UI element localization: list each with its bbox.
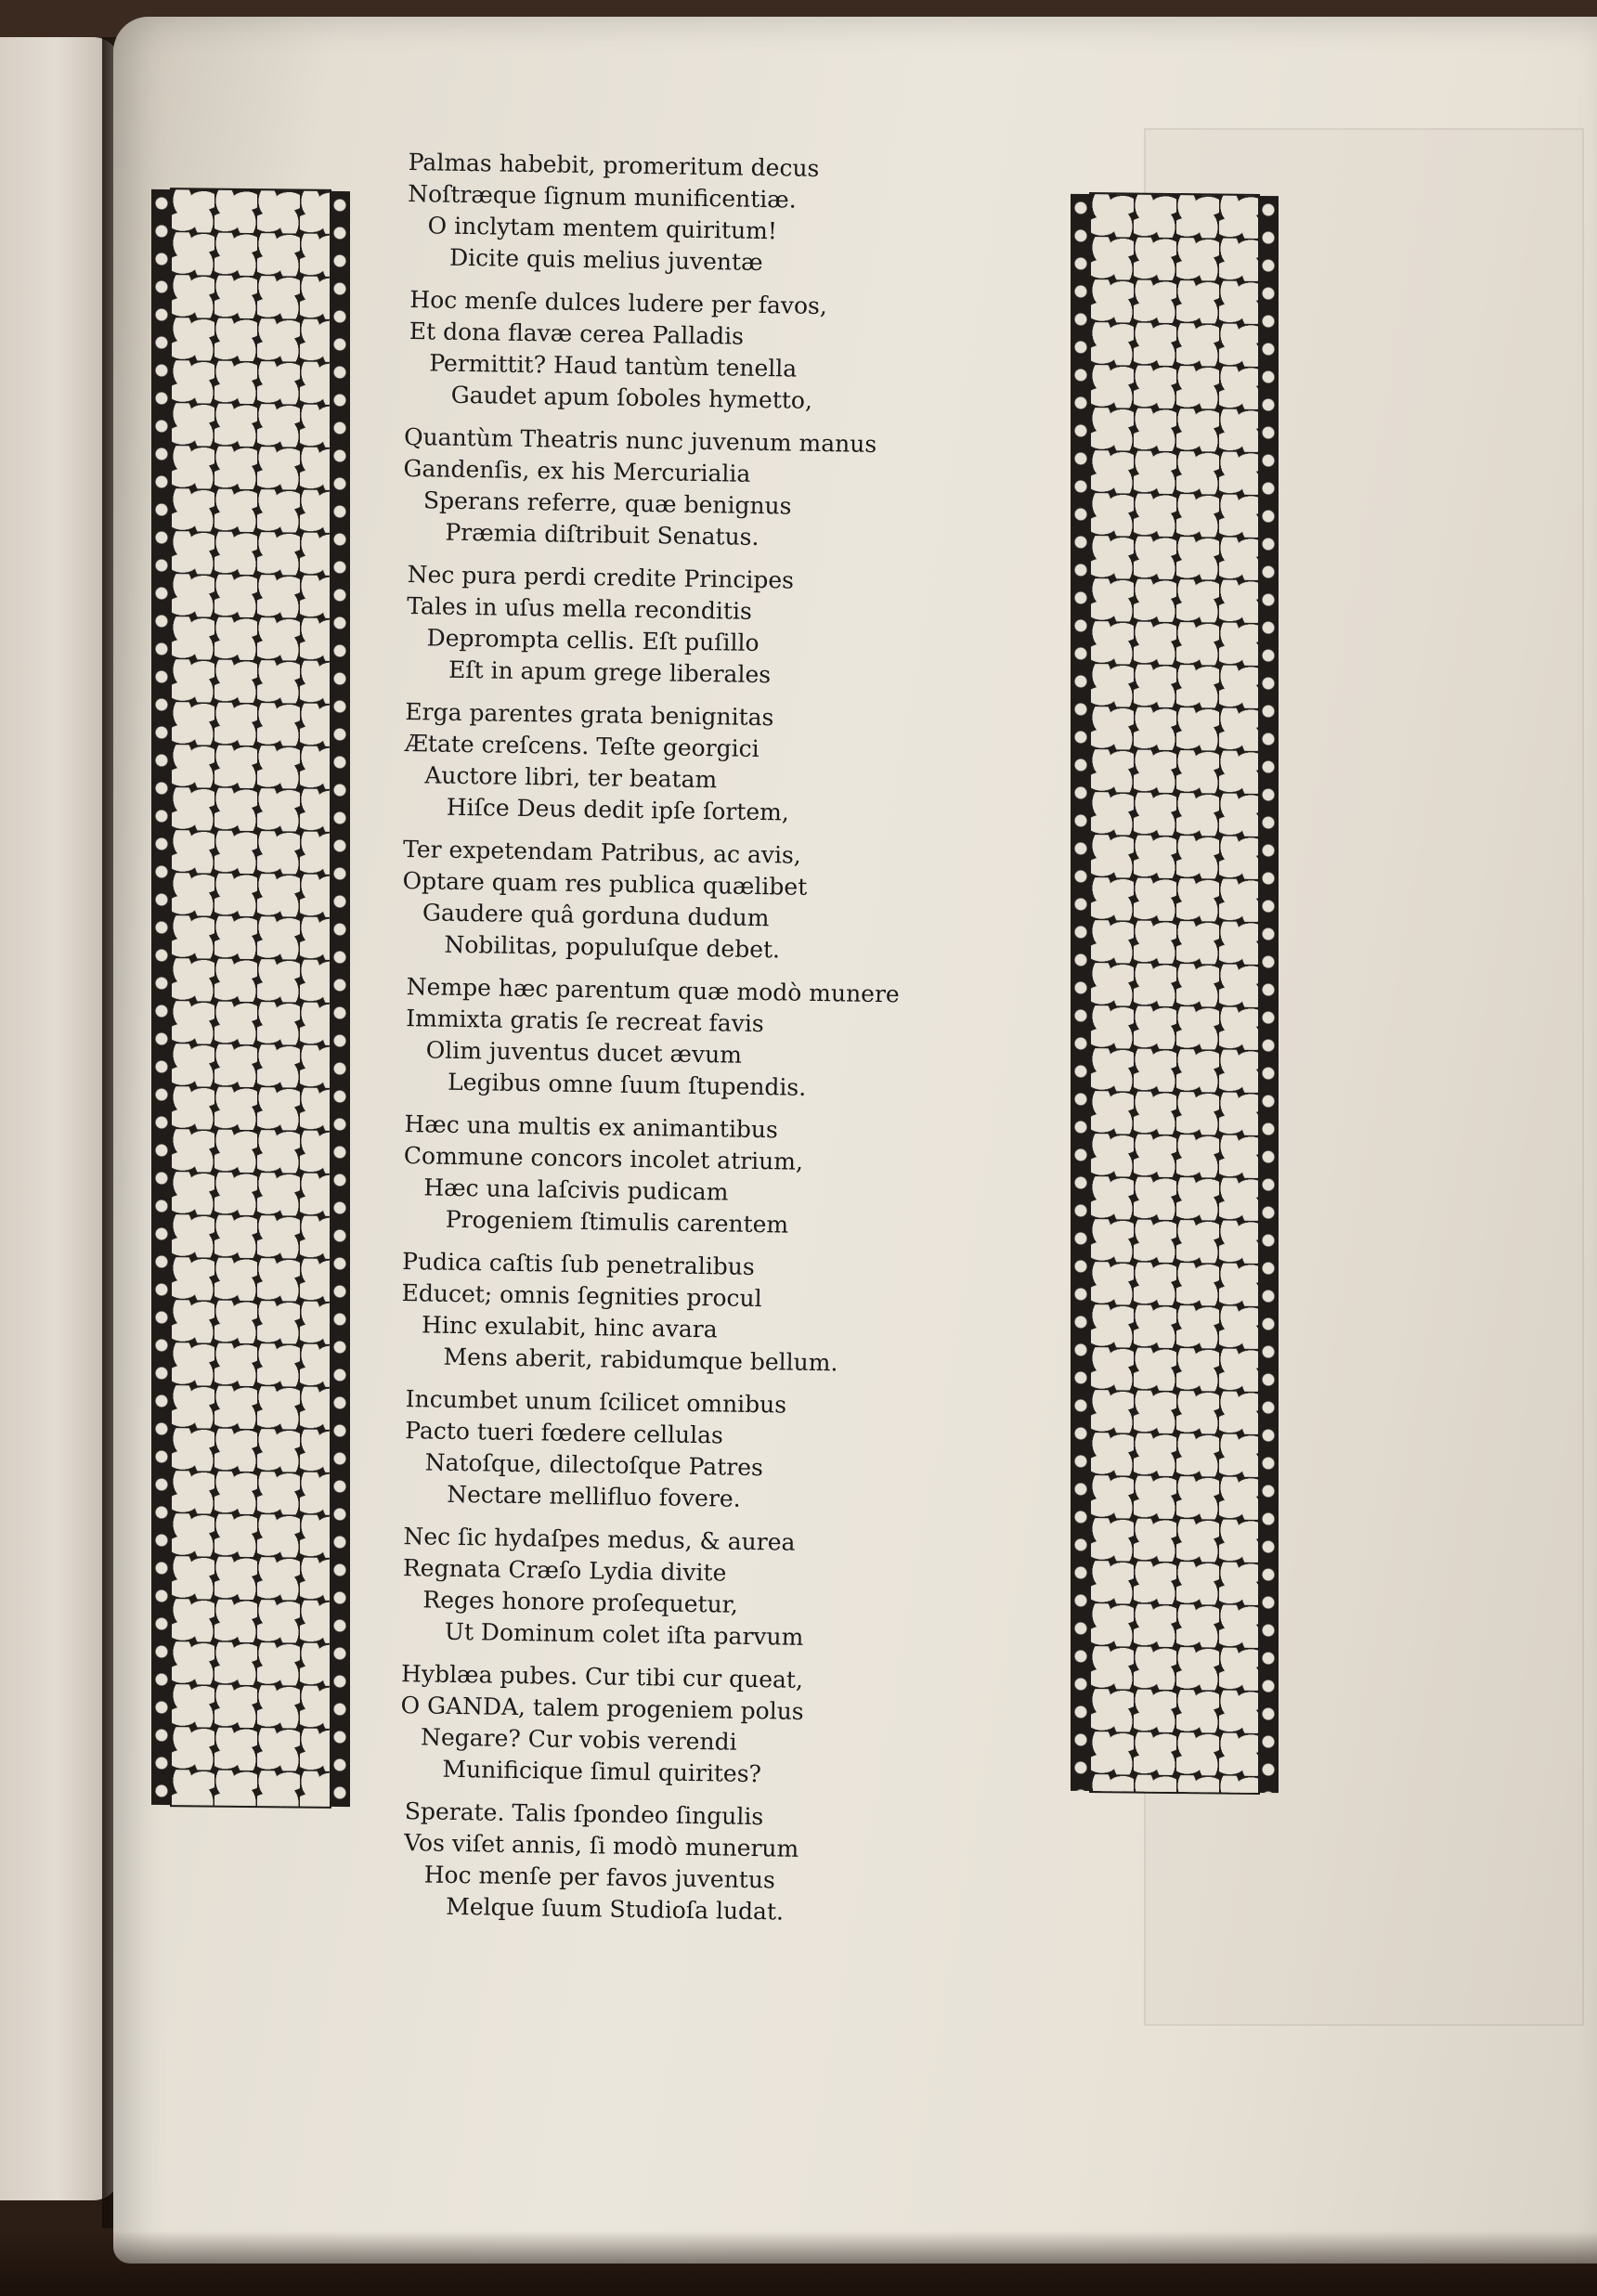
poem-line: Dicite quis melius juventæ	[448, 243, 763, 277]
poem-line: Incumbet unum ſcilicet omnibus	[405, 1385, 787, 1419]
poem-line: Legibus omne ſuum ſtupendis.	[447, 1068, 807, 1101]
stanza	[383, 1658, 1053, 1795]
poem-line: Gandenſis, ex his Mercurialia	[403, 454, 751, 487]
stanza	[385, 1521, 1056, 1657]
poem-line: Hoc menſe dulces ludere per favos,	[409, 286, 828, 320]
stanza	[389, 1246, 1059, 1382]
poem-line: Reges honore proſequetur,	[422, 1586, 739, 1618]
stanza	[381, 1796, 1051, 1932]
poem-line: Gaudere quâ gorduna dudum	[422, 899, 770, 932]
poem-line: Educet; omnis ſegnities procul	[401, 1279, 762, 1313]
poem-line: Sperans referre, quæ benignus	[422, 486, 792, 520]
poem-line: Hiſce Deus dedit ipſe ſortem,	[446, 793, 790, 826]
poem-line: Hyblæa pubes. Cur tibi cur queat,	[400, 1660, 804, 1693]
poem-line: Vos viſet annis, ſi modò munerum	[404, 1829, 799, 1862]
poem-line: Olim juventus ducet ævum	[425, 1036, 743, 1069]
poem-line: Palmas habebit, promeritum decus	[408, 148, 820, 182]
poem-line: Immixta gratis ſe recreat favis	[406, 1005, 764, 1038]
poem-line: Optare quam res publica quælibet	[402, 866, 808, 901]
poem-line: Nempe hæc parentum quæ modò munere	[406, 973, 900, 1008]
poem-line: Melque ſuum Studioſa ludat.	[446, 1892, 785, 1926]
poem-line: Permittit? Haud tantùm tenella	[429, 349, 798, 383]
poem-line: Deprompta cellis. Eſt puſillo	[426, 624, 760, 656]
poem-line: Ter expetendam Patribus, ac avis,	[402, 836, 801, 869]
poem-line: Quantùm Theatris nunc juvenum manus	[403, 422, 877, 458]
poem-line: Tales in uſus mella reconditis	[407, 592, 753, 625]
poem-line: Et dona flavæ cerea Palladis	[409, 318, 745, 350]
poem-line: Commune concors incolet atrium,	[403, 1142, 804, 1175]
poem-line: Hinc exulabit, hinc avara	[421, 1311, 718, 1343]
poem-line: Gaudet apum ſoboles hymetto,	[450, 381, 813, 414]
poem-line: Progeniem ſtimulis carentem	[445, 1205, 789, 1239]
stanza	[392, 1109, 1062, 1245]
poem-line: Nec pura perdi credite Principes	[407, 561, 795, 594]
binding-shadow	[0, 2231, 1597, 2296]
stanza	[396, 834, 1066, 970]
poem-line: Mens aberit, rabidumque bellum.	[443, 1343, 838, 1377]
poem-line: Hæc una multis ex animantibus	[404, 1110, 779, 1144]
poem-line: Regnata Cræſo Lydia divite	[402, 1554, 727, 1587]
poem-line: Eſt in apum grege liberales	[448, 655, 772, 689]
poem-line: Sperate. Talis ſpondeo ſingulis	[404, 1797, 764, 1831]
poem-line: O inclytam mentem quiritum!	[427, 212, 778, 245]
poem-line: Hæc una laſcivis pudicam	[423, 1174, 729, 1206]
stanza	[400, 559, 1071, 695]
poem-line: Hoc menſe per favos juventus	[423, 1861, 776, 1894]
poem-line: Negare? Cur vobis verendi	[420, 1723, 737, 1756]
poem-line: Munificique ſimul quirites?	[442, 1755, 762, 1788]
stanza	[394, 971, 1064, 1108]
poem-line: Nec ſic hydaſpes medus, & aurea	[403, 1523, 796, 1556]
poem-line: Natoſque, dilectoſque Patres	[424, 1448, 764, 1482]
poem-line: Pudica caſtis ſub penetralibus	[401, 1248, 755, 1281]
poem-line: Ætate creſcens. Teſte georgici	[404, 730, 760, 763]
right-ornamental-border	[1091, 194, 1258, 1793]
poem-line: Auctore libri, ter beatam	[424, 761, 718, 794]
stanza	[409, 284, 1075, 421]
stanza	[387, 1383, 1058, 1520]
poem-line: O GANDA, talem progeniem polus	[400, 1692, 804, 1725]
poem-line: Pacto tueri fœdere cellulas	[405, 1417, 724, 1449]
stanza	[402, 422, 1072, 558]
stanza	[407, 147, 1077, 283]
stanza	[398, 696, 1069, 833]
poem-line: Nobilitas, populuſque debet.	[444, 930, 781, 964]
poem-line: Præmia diſtribuit Senatus.	[445, 518, 760, 551]
left-ornamental-border	[172, 189, 330, 1807]
latin-poem	[381, 147, 1077, 1943]
poem-line: Nectare mellifluo fovere.	[446, 1480, 741, 1512]
poem-line: Noſtræque ſignum munificentiæ.	[407, 179, 797, 214]
poem-line: Erga parentes grata benignitas	[405, 698, 774, 732]
poem-line: Ut Dominum colet iſta parvum	[444, 1617, 804, 1651]
